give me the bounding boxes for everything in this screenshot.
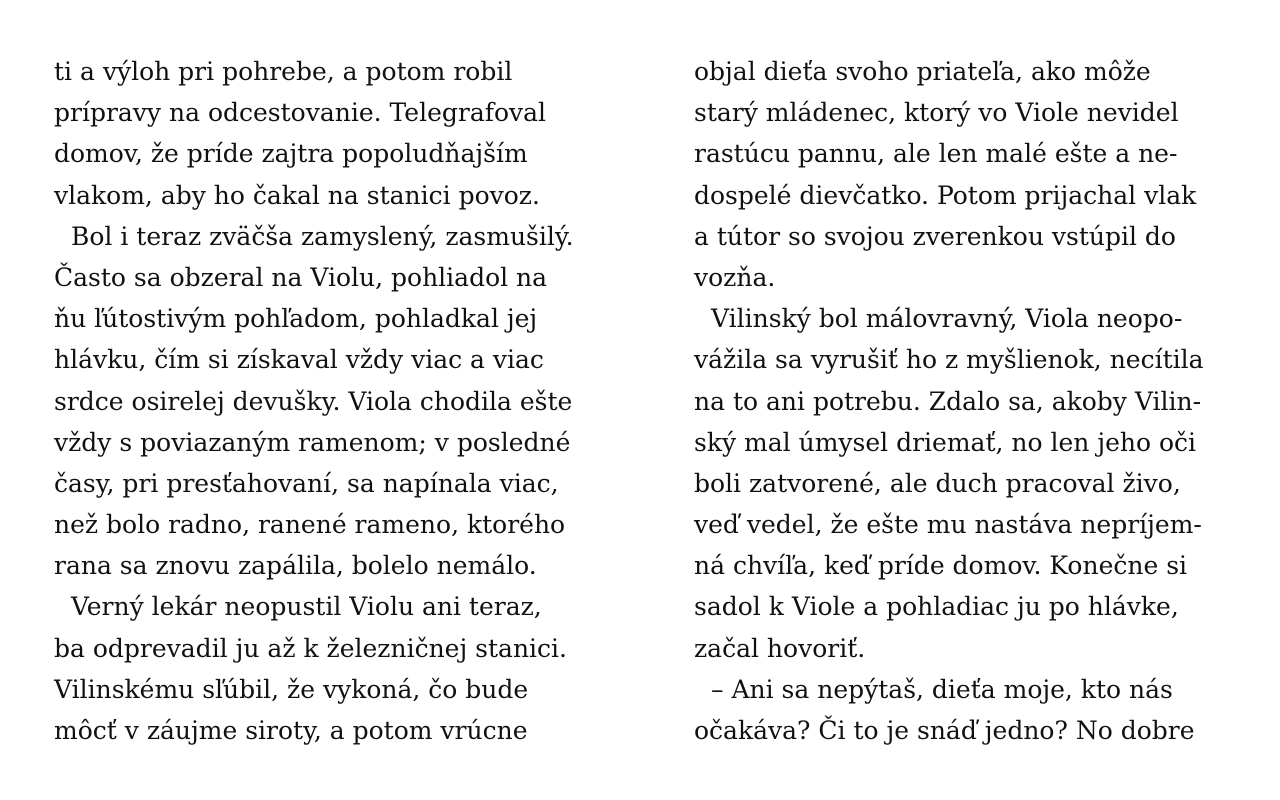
right-text-column (694, 51, 1234, 751)
text-line: vždy s poviazaným ramenom; v posledné (54, 427, 571, 457)
text-line: ti a výloh pri pohrebe, a potom robil (54, 57, 513, 86)
text-line: než bolo radno, ranené rameno, ktorého (54, 510, 566, 540)
left-text-column (54, 51, 594, 751)
text-line: rana sa znovu zapálila, bolelo nemálo. (54, 551, 537, 581)
text-line: ba odprevadil ju až k železničnej stanici. (54, 633, 567, 663)
text-line: – Ani sa nepýtaš, dieťa moje, kto nás (711, 674, 1173, 704)
text-line: ský mal úmysel driemať, no len jeho oči (694, 427, 1197, 457)
text-line: rastúcu pannu, ale len malé ešte a ne- (694, 139, 1178, 169)
text-line: boli zatvorené, ale duch pracoval živo, (694, 468, 1181, 498)
text-line: vážila sa vyrušiť ho z myšlienok, necítila (694, 345, 1204, 375)
text-line: na to ani potrebu. Zdalo sa, akoby Vilin- (694, 386, 1202, 416)
text-line: Verný lekár neopustil Violu ani teraz, (71, 592, 542, 622)
text-line: a tútor so svojou zverenkou vstúpil do (694, 221, 1176, 251)
text-line: srdce osirelej devušky. Viola chodila ešte (54, 386, 573, 416)
text-line: vozňa. (694, 262, 776, 292)
text-line: veď vedel, že ešte mu nastáva nepríjem- (694, 510, 1202, 540)
text-line: hlávku, čím si získaval vždy viac a viac (54, 345, 544, 375)
text-line: sadol k Viole a pohladiac ju po hlávke, (694, 592, 1179, 622)
text-line: ná chvíľa, keď príde domov. Konečne si (694, 551, 1188, 581)
text-line: začal hovoriť. (694, 633, 866, 663)
text-line: môcť v záujme siroty, a potom vrúcne (54, 716, 528, 745)
text-line: Vilinskému sľúbil, že vykoná, čo bude (54, 674, 529, 704)
text-line: prípravy na odcestovanie. Telegrafoval (54, 98, 547, 128)
text-line: vlakom, aby ho čakal na stanici povoz. (54, 180, 540, 210)
text-line: ňu ľútostivým pohľadom, pohladkal jej (54, 304, 538, 334)
text-line: Bol i teraz zväčša zamyslený, zasmušilý. (71, 221, 574, 251)
text-line: časy, pri presťahovaní, sa napínala viac, (54, 468, 559, 498)
text-line: Vilinský bol málovravný, Viola neopo- (711, 304, 1183, 334)
text-line: domov, že príde zajtra popoludňajším (54, 139, 528, 169)
text-line: objal dieťa svoho priateľa, ako môže (694, 57, 1151, 86)
text-line: dospelé dievčatko. Potom prijachal vlak (694, 180, 1197, 210)
text-line: Často sa obzeral na Violu, pohliadol na (54, 262, 548, 292)
text-line: starý mládenec, ktorý vo Viole nevidel (694, 98, 1179, 128)
text-line: očakáva? Či to je snáď jedno? No dobre (694, 716, 1195, 745)
